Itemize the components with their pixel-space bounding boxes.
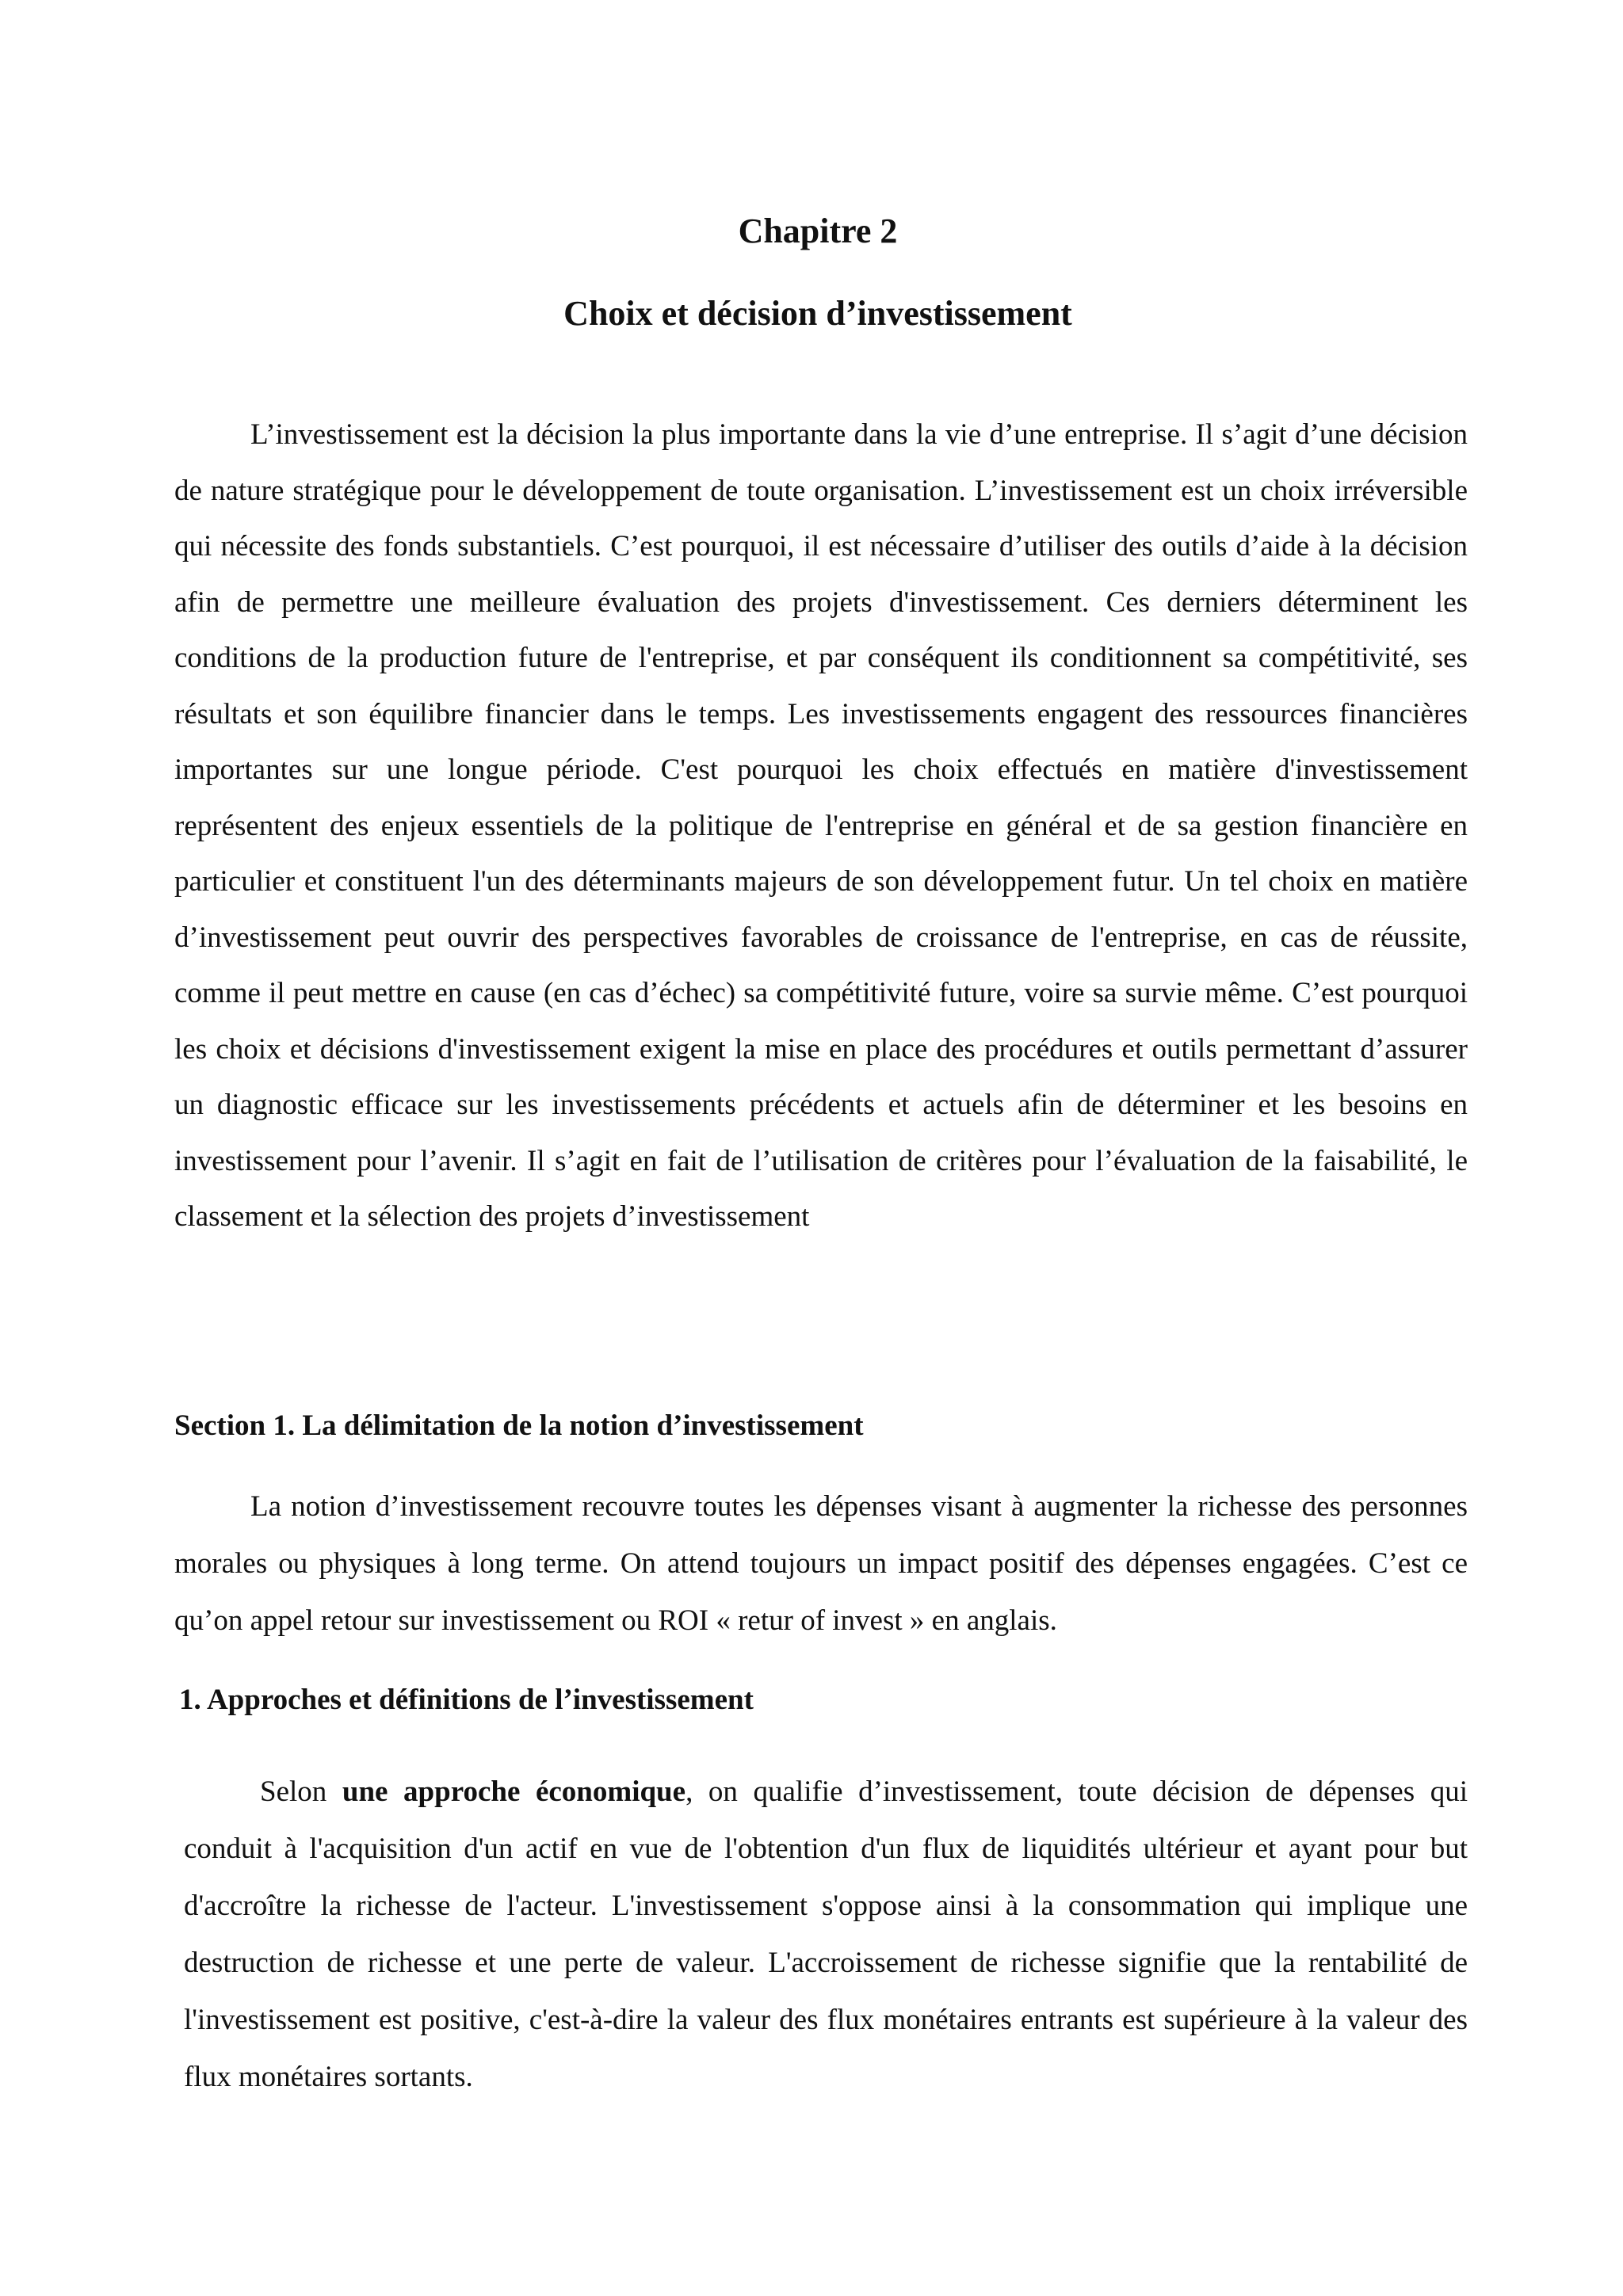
section-1-heading: Section 1. La délimitation de la notion d’investissement (174, 1409, 864, 1442)
chapter-number: Chapitre 2 (738, 212, 898, 250)
subsection-1-lead: Selon (260, 1775, 342, 1808)
subsection-1-paragraph (184, 1764, 1468, 2106)
subsection-1-emphasis: une approche économique (342, 1775, 686, 1808)
chapter-title: Choix et décision d’investissement (563, 294, 1072, 333)
subsection-1-rest: , on qualifie d’investissement, toute décision de dépenses qui conduit à l'acquisition d'un actif en vue de l'obtention d'un flux de liquidités ultérieur et ayant pour but d'accroître la richesse de l'acteur. L'investissement s'oppose ainsi à la consommation qui implique une destruction de richesse et une perte de valeur. L'accroissement de richesse signifie que la rentabilité de l'investissement est positive, c'est-à-dire la valeur des flux monétaires entrants est supérieure à la valeur des flux monétaires sortants. (184, 1775, 1468, 2093)
section-1-paragraph: La notion d’investissement recouvre toutes les dépenses visant à augmenter la richesse des personnes morales ou physiques à long terme. On attend toujours un impact positif des dépenses engagées. C’est ce qu’on appel retour sur investissement ou ROI « retur of invest » en anglais. (174, 1490, 1468, 1637)
intro-paragraph: L’investissement est la décision la plus importante dans la vie d’une entreprise. Il s’agit d’une décision de nature stratégique pour le développement de toute organisation. L’investissement est un choix irréversible qui nécessite des fonds substantiels. C’est pourquoi, il est nécessaire d’utiliser des outils d’aide à la décision afin de permettre une meilleure évaluation des projets d'investissement. Ces derniers déterminent les conditions de la production future de l'entreprise, et par conséquent ils conditionnent sa compétitivité, ses résultats et son équilibre financier dans le temps. Les investissements engagent des ressources financières importantes sur une longue période. C'est pourquoi les choix effectués en matière d'investissement représentent des enjeux essentiels de la politique de l'entreprise en général et de sa gestion financière en particulier et constituent l'un des déterminants majeurs de son développement futur. Un tel choix en matière d’investissement peut ouvrir des perspectives favorables de croissance de l'entreprise, en cas de réussite, comme il peut mettre en cause (en cas d’échec) sa compétitivité future, voire sa survie même. C’est pourquoi les choix et décisions d'investissement exigent la mise en place des procédures et outils permettant d’assurer un diagnostic efficace sur les investissements précédents et actuels afin de déterminer et les besoins en investissement pour l’avenir. Il s’agit en fait de l’utilisation de critères pour l’évaluation de la faisabilité, le classement et la sélection des projets d’investissement (174, 418, 1468, 1233)
subsection-1-heading: 1. Approches et définitions de l’investissement (179, 1684, 754, 1716)
